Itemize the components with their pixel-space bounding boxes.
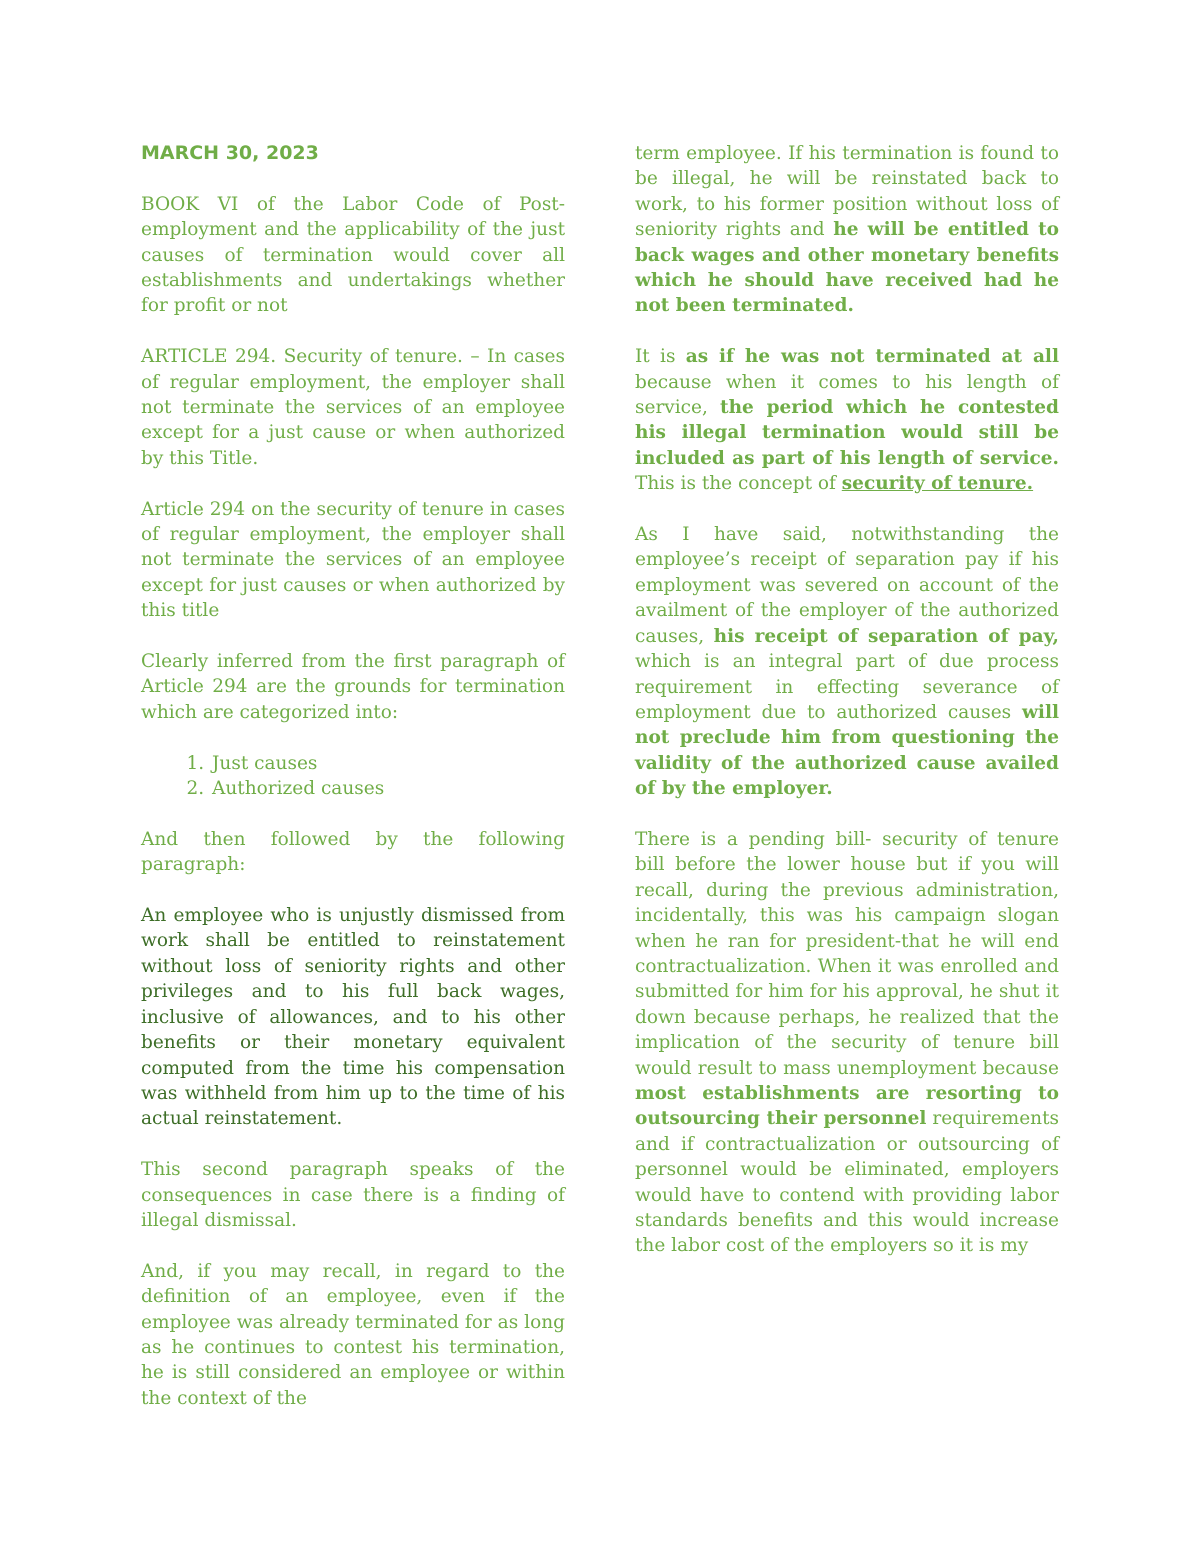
paragraph-followed-by: And then followed by the following paragraph: bbox=[141, 828, 565, 876]
text-span: This is the concept of bbox=[635, 473, 842, 495]
paragraph-pending-bill bbox=[635, 827, 1059, 1259]
text-span: It is bbox=[635, 346, 686, 368]
text-span: term employee. If his termination is found to be illegal, he will be reinstated back to work, to his former position without loss of seniority rights and bbox=[635, 143, 1059, 241]
bold-span: he will be entitled to back wages and other monetary benefits which he should have received had he not been terminated. bbox=[635, 219, 1059, 317]
paragraph-article-294-summary: Article 294 on the security of tenure in cases of regular employment, the employer shall not terminate the services of an employee except for just causes or when authorized by this title bbox=[141, 498, 565, 622]
text-span: which is an integral part of due process requirement in effecting severance of employment due to authorized causes bbox=[635, 651, 1059, 723]
text-span: because when it comes to his length of service, bbox=[635, 371, 1059, 419]
grounds-list bbox=[141, 751, 565, 802]
bold-span: the period which he contested his illegal termination would still be included as part of his length of service. bbox=[635, 397, 1059, 469]
bold-span: his receipt of separation of pay, bbox=[713, 625, 1059, 647]
text-span: There is a pending bill- security of tenure bill before the lower house but if you will recall, during the previous administration, incidentally, this was his campaign slogan when he ran for president-that he will end contractualization. When it was enrolled and submitted for him for his approval, he shut it down because perhaps, he realized that the implication of the security of tenure bill would result to mass unemployment because bbox=[635, 828, 1059, 1079]
paragraph-inferred-grounds: Clearly inferred from the first paragraph of Article 294 are the grounds for termination which are categorized into: bbox=[141, 651, 565, 723]
text-span: As I have said, notwithstanding the employee’s receipt of separation pay if his employment was severed on account of the availment of the employer of the authorized causes, bbox=[635, 524, 1059, 647]
right-column bbox=[635, 141, 1059, 1284]
paragraph-book-vi: BOOK VI of the Labor Code of Post-employment and the applicability of the just causes of termination would cover all establishments and undertakings whether for profit or not bbox=[141, 193, 565, 317]
bold-span: as if he was not terminated at all bbox=[685, 346, 1059, 368]
text-span: requirements and if contractualization or outsourcing of personnel would be eliminated, employers would have to contend with providing labor standards benefits and this would increase the labor cost of the employers so it is my bbox=[635, 1108, 1059, 1257]
paragraph-unjust-dismissal: An employee who is unjustly dismissed from work shall be entitled to reinstatement without loss of seniority rights and other privileges and to his full back wages, inclusive of allowances, and to his other benefits or their monetary equivalent computed from the time his compensation was withheld from him up to the time of his actual reinstatement. bbox=[141, 905, 565, 1130]
list-item: 2. Authorized causes bbox=[210, 776, 565, 801]
paragraph-not-terminated bbox=[635, 344, 1059, 496]
bold-span: will not preclude him from questioning the validity of the authorized cause availed of by the employer. bbox=[635, 701, 1059, 800]
paragraph-separation-pay bbox=[635, 522, 1059, 801]
date-heading: MARCH 30, 2023 bbox=[141, 142, 319, 164]
bold-span: most establishments are resorting to outsourcing their personnel bbox=[635, 1082, 1059, 1130]
underlined-span: security of tenure. bbox=[841, 473, 1034, 495]
paragraph-second-consequences: This second paragraph speaks of the consequences in case there is a finding of illegal dismissal. bbox=[141, 1159, 565, 1231]
paragraph-article-294: ARTICLE 294. Security of tenure. – In cases of regular employment, the employer shall not terminate the services of an employee except for a just cause or when authorized by this Title. bbox=[141, 346, 565, 469]
left-column bbox=[141, 141, 565, 1437]
paragraph-definition-employee: And, if you may recall, in regard to the definition of an employee, even if the employee was already terminated for as long as he continues to contest his termination, he is still considered an employee or within the context of the bbox=[141, 1260, 565, 1409]
paragraph-term-employee bbox=[635, 141, 1059, 319]
list-item: 1. Just causes bbox=[210, 751, 565, 776]
